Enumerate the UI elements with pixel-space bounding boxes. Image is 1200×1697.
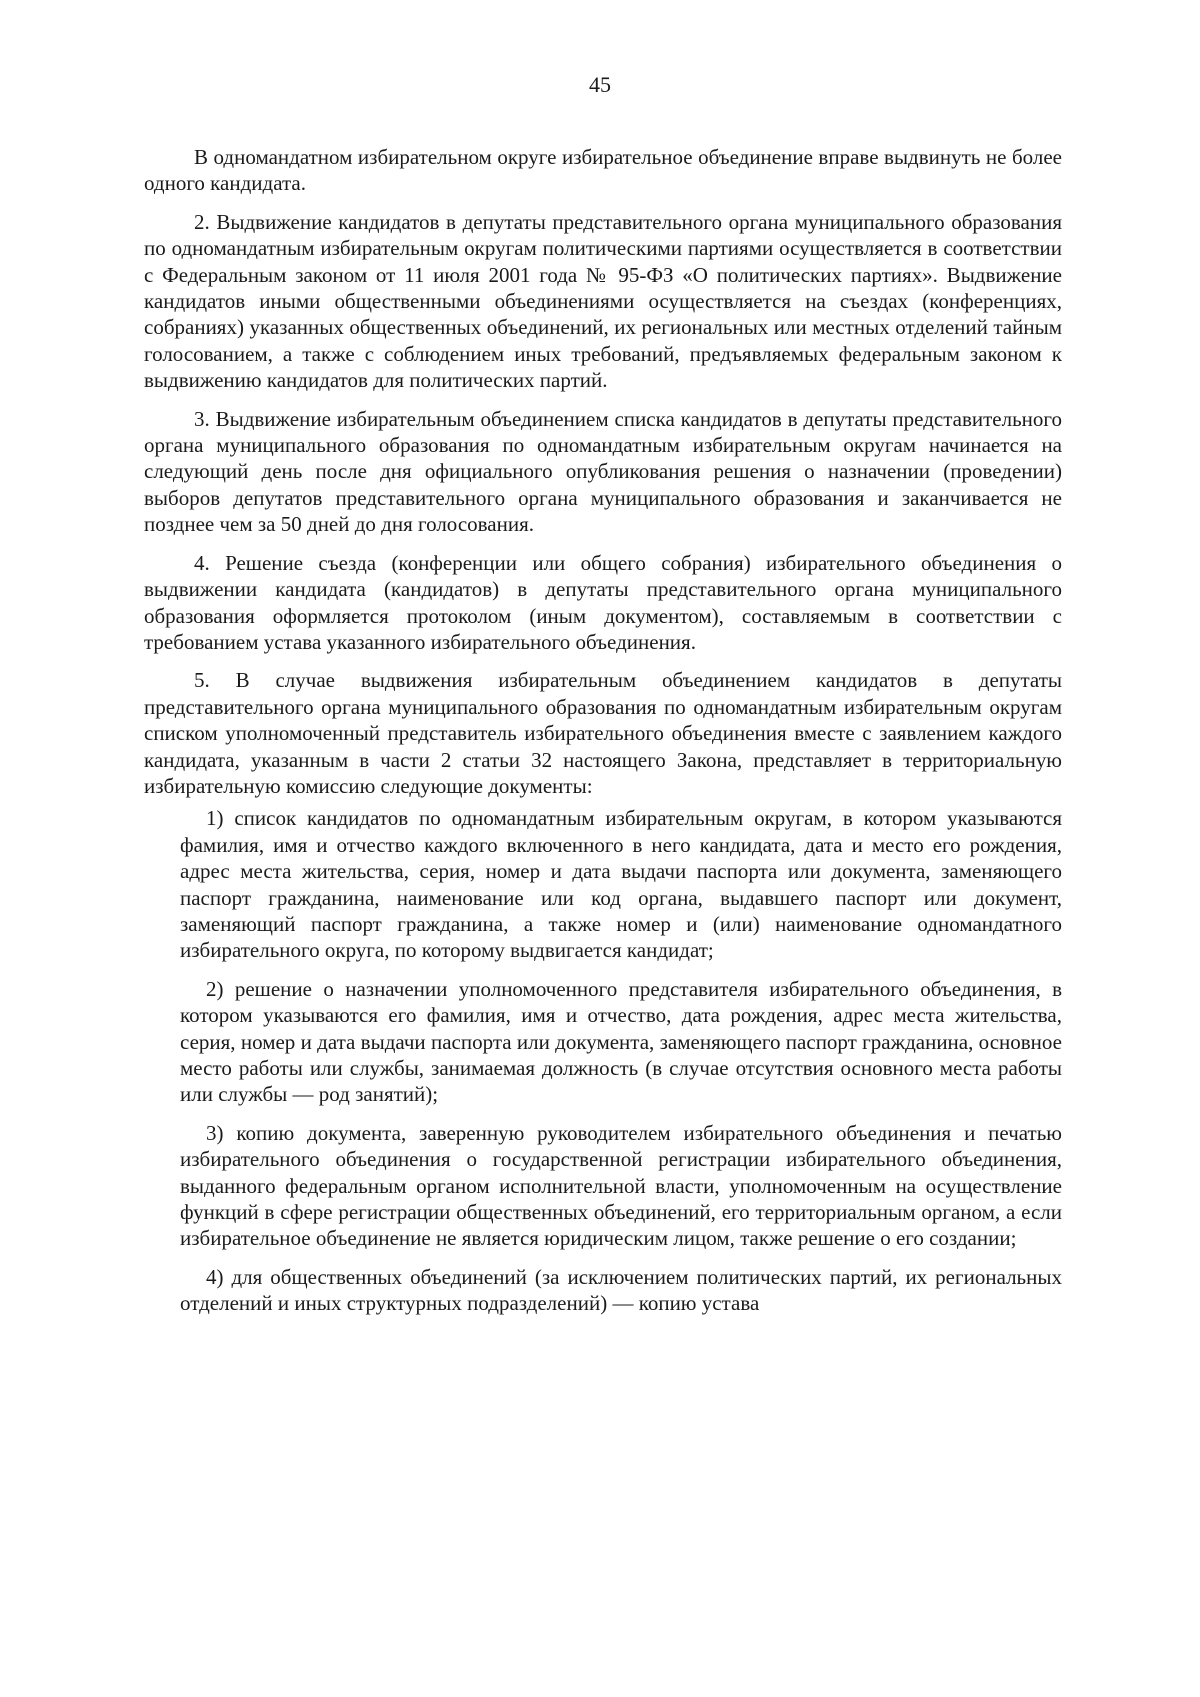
paragraph-intro: В одномандатном избирательном округе избирательное объединение вправе выдвинуть не более одного кандидата. bbox=[144, 145, 1062, 196]
paragraph-5: 5. В случае выдвижения избирательным объединением кандидатов в депутаты представительного органа муниципального образования по одномандатным избирательным округам списком уполномоченный представитель избирательного объединения вместе с заявлением каждого кандидата, указанным в части 2 статьи 32 настоящего Закона, представляет в территориальную избирательную комиссию следующие документы: bbox=[144, 668, 1062, 798]
list-item-1: 1) список кандидатов по одномандатным избирательным округам, в котором указываются фамилия, имя и отчество каждого включенного в него кандидата, дата и место его рождения, адрес места жительства, серия, номер и дата выдачи паспорта или документа, заменяющего паспорт гражданина, наименование или код органа, выдавшего паспорт или документ, заменяющий паспорт гражданина, а также номер и (или) наименование одномандатного избирательного округа, по которому выдвигается кандидат; bbox=[180, 806, 1062, 963]
paragraph-4: 4. Решение съезда (конференции или общего собрания) избирательного объединения о выдвижении кандидата (кандидатов) в депутаты представительного органа муниципального образования оформляется протоколом (иным документом), составляемым в соответствии с требованием устава указанного избирательного объединения. bbox=[144, 550, 1062, 654]
paragraph-2: 2. Выдвижение кандидатов в депутаты представительного органа муниципального образования по одномандатным избирательным округам политическими партиями осуществляется в соответствии с Федеральным законом от 11 июля 2001 года № 95-ФЗ «О политических партиях». Выдвижение кандидатов иными общественными объединениями осуществляется на съездах (конференциях, собраниях) указанных общественных объединений, их региональных или местных отделений тайным голосованием, а также с соблюдением иных требований, предъявляемых федеральным законом к выдвижению кандидатов для политических партий. bbox=[144, 209, 1062, 393]
document-body bbox=[144, 144, 1062, 1329]
list-item-2: 2) решение о назначении уполномоченного представителя избирательного объединения, в котором указываются его фамилия, имя и отчество, дата рождения, адрес места жительства, серия, номер и дата выдачи паспорта или документа, заменяющего паспорт гражданина, основное место работы или службы, занимаемая должность (в случае отсутствия основного места работы или службы — род занятий); bbox=[180, 976, 1062, 1107]
list-item-4: 4) для общественных объединений (за исключением политических партий, их региональных отделений и иных структурных подразделений) — копию устава bbox=[180, 1264, 1062, 1316]
list-item-3: 3) копию документа, заверенную руководителем избирательного объединения и печатью избирательного объединения о государственной регистрации избирательного объединения, выданного федеральным органом исполнительной власти, уполномоченным на осуществление функций в сфере регистрации общественных объединений, его территориальным органом, а если избирательное объединение не является юридическим лицом, также решение о его создании; bbox=[180, 1120, 1062, 1251]
paragraph-3: 3. Выдвижение избирательным объединением списка кандидатов в депутаты представительного органа муниципального образования по одномандатным избирательным округам начинается на следующий день после дня официального опубликования решения о назначении (проведении) выборов депутатов представительного органа муниципального образования и заканчивается не позднее чем за 50 дней до дня голосования. bbox=[144, 406, 1062, 537]
page-number: 45 bbox=[589, 72, 611, 97]
